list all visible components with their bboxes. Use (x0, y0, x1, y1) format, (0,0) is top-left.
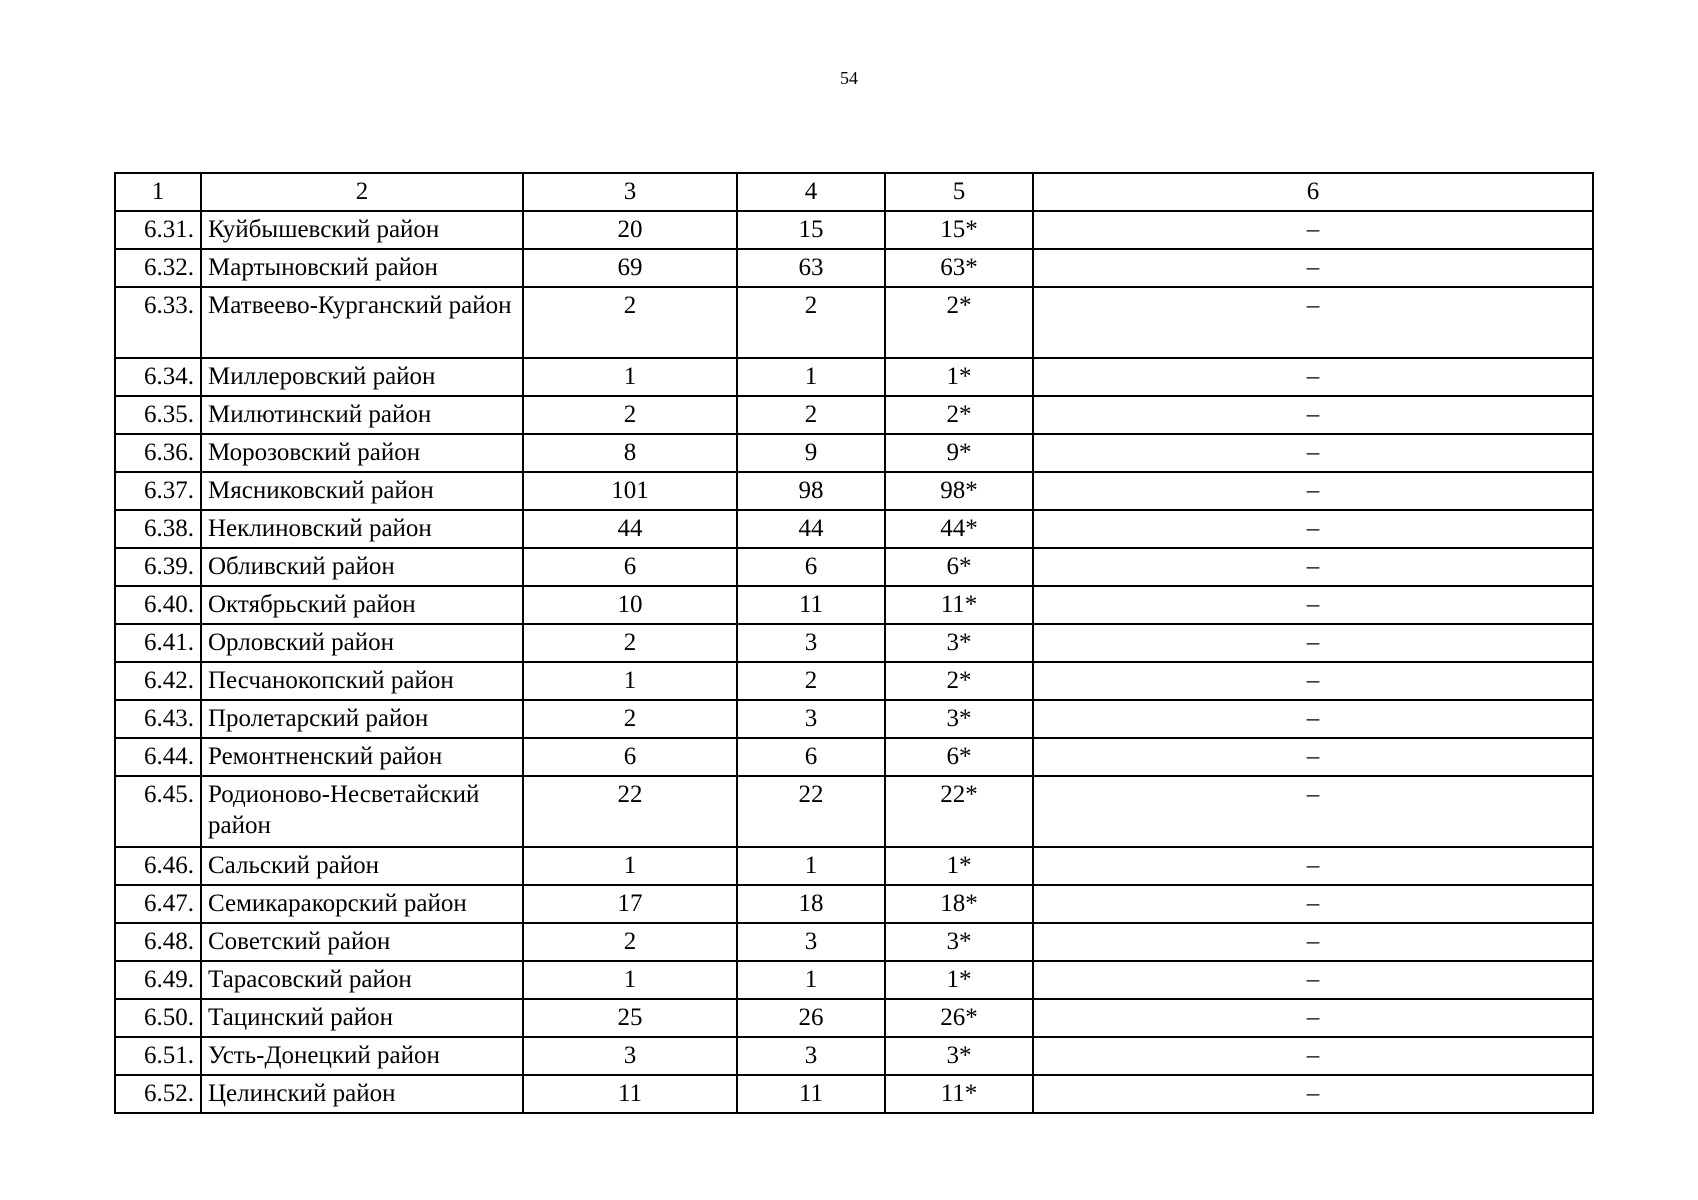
column-4-cell: 26 (737, 999, 885, 1037)
column-4-cell: 3 (737, 624, 885, 662)
column-4-cell: 44 (737, 510, 885, 548)
column-3-cell: 6 (523, 738, 737, 776)
header-cell-2: 2 (201, 173, 523, 211)
district-name-cell: Пролетарский район (201, 700, 523, 738)
column-3-cell: 2 (523, 396, 737, 434)
column-3-cell: 6 (523, 548, 737, 586)
table-row (115, 1075, 1593, 1113)
page-number: 54 (840, 68, 858, 88)
row-number-cell: 6.44. (115, 738, 201, 776)
table-row (115, 396, 1593, 434)
district-name-cell: Октябрьский район (201, 586, 523, 624)
column-3-cell: 69 (523, 249, 737, 287)
row-number-cell: 6.48. (115, 923, 201, 961)
column-3-cell: 8 (523, 434, 737, 472)
column-4-cell: 2 (737, 287, 885, 358)
district-name-cell: Обливский район (201, 548, 523, 586)
column-5-cell: 3* (885, 700, 1033, 738)
table-row (115, 999, 1593, 1037)
row-number-cell: 6.38. (115, 510, 201, 548)
column-3-cell: 44 (523, 510, 737, 548)
row-number-cell: 6.42. (115, 662, 201, 700)
column-5-cell: 2* (885, 396, 1033, 434)
column-5-cell: 18* (885, 885, 1033, 923)
row-number-cell: 6.50. (115, 999, 201, 1037)
row-number-cell: 6.32. (115, 249, 201, 287)
column-4-cell: 11 (737, 1075, 885, 1113)
district-name-cell: Песчанокопский район (201, 662, 523, 700)
table-row (115, 1037, 1593, 1075)
column-5-cell: 1* (885, 847, 1033, 885)
column-5-cell: 44* (885, 510, 1033, 548)
district-name-cell: Тарасовский район (201, 961, 523, 999)
column-5-cell: 22* (885, 776, 1033, 847)
table-row (115, 847, 1593, 885)
table-row (115, 662, 1593, 700)
table-row (115, 548, 1593, 586)
column-4-cell: 18 (737, 885, 885, 923)
column-3-cell: 2 (523, 700, 737, 738)
column-3-cell: 3 (523, 1037, 737, 1075)
column-4-cell: 6 (737, 548, 885, 586)
district-name-cell: Мясниковский район (201, 472, 523, 510)
column-3-cell: 1 (523, 847, 737, 885)
district-name-cell: Целинский район (201, 1075, 523, 1113)
district-name-cell: Тацинский район (201, 999, 523, 1037)
column-3-cell: 25 (523, 999, 737, 1037)
table-row (115, 287, 1593, 358)
table-row (115, 358, 1593, 396)
header-cell-3: 3 (523, 173, 737, 211)
column-6-cell: – (1033, 211, 1593, 249)
header-cell-6: 6 (1033, 173, 1593, 211)
column-4-cell: 2 (737, 662, 885, 700)
column-6-cell: – (1033, 885, 1593, 923)
column-4-cell: 1 (737, 961, 885, 999)
column-4-cell: 3 (737, 923, 885, 961)
column-3-cell: 1 (523, 358, 737, 396)
column-5-cell: 2* (885, 287, 1033, 358)
column-5-cell: 63* (885, 249, 1033, 287)
header-cell-4: 4 (737, 173, 885, 211)
row-number-cell: 6.43. (115, 700, 201, 738)
column-5-cell: 2* (885, 662, 1033, 700)
column-3-cell: 2 (523, 624, 737, 662)
column-4-cell: 22 (737, 776, 885, 847)
header-row (115, 173, 1593, 211)
row-number-cell: 6.41. (115, 624, 201, 662)
district-name-cell: Ремонтненский район (201, 738, 523, 776)
table-row (115, 961, 1593, 999)
column-6-cell: – (1033, 358, 1593, 396)
column-3-cell: 22 (523, 776, 737, 847)
column-6-cell: – (1033, 999, 1593, 1037)
column-6-cell: – (1033, 586, 1593, 624)
district-name-cell: Неклиновский район (201, 510, 523, 548)
district-name-cell: Семикаракорский район (201, 885, 523, 923)
column-5-cell: 3* (885, 1037, 1033, 1075)
row-number-cell: 6.49. (115, 961, 201, 999)
row-number-cell: 6.31. (115, 211, 201, 249)
column-5-cell: 11* (885, 1075, 1033, 1113)
column-6-cell: – (1033, 961, 1593, 999)
column-4-cell: 9 (737, 434, 885, 472)
column-4-cell: 15 (737, 211, 885, 249)
column-6-cell: – (1033, 1075, 1593, 1113)
column-3-cell: 20 (523, 211, 737, 249)
table-row (115, 434, 1593, 472)
column-5-cell: 15* (885, 211, 1033, 249)
district-name-cell: Орловский район (201, 624, 523, 662)
column-6-cell: – (1033, 548, 1593, 586)
column-6-cell: – (1033, 287, 1593, 358)
header-cell-5: 5 (885, 173, 1033, 211)
column-6-cell: – (1033, 662, 1593, 700)
column-3-cell: 101 (523, 472, 737, 510)
column-4-cell: 3 (737, 700, 885, 738)
row-number-cell: 6.35. (115, 396, 201, 434)
column-4-cell: 1 (737, 847, 885, 885)
column-5-cell: 11* (885, 586, 1033, 624)
table-row (115, 510, 1593, 548)
column-4-cell: 6 (737, 738, 885, 776)
column-6-cell: – (1033, 434, 1593, 472)
column-4-cell: 3 (737, 1037, 885, 1075)
column-5-cell: 3* (885, 624, 1033, 662)
table-row (115, 624, 1593, 662)
column-4-cell: 11 (737, 586, 885, 624)
table-row (115, 211, 1593, 249)
table-row (115, 923, 1593, 961)
row-number-cell: 6.40. (115, 586, 201, 624)
column-3-cell: 1 (523, 961, 737, 999)
column-6-cell: – (1033, 1037, 1593, 1075)
column-3-cell: 2 (523, 923, 737, 961)
table-row (115, 738, 1593, 776)
row-number-cell: 6.36. (115, 434, 201, 472)
column-5-cell: 6* (885, 738, 1033, 776)
data-table (114, 172, 1594, 1114)
row-number-cell: 6.47. (115, 885, 201, 923)
row-number-cell: 6.51. (115, 1037, 201, 1075)
row-number-cell: 6.46. (115, 847, 201, 885)
column-6-cell: – (1033, 396, 1593, 434)
column-3-cell: 10 (523, 586, 737, 624)
column-4-cell: 2 (737, 396, 885, 434)
column-4-cell: 63 (737, 249, 885, 287)
row-number-cell: 6.52. (115, 1075, 201, 1113)
column-6-cell: – (1033, 923, 1593, 961)
district-name-cell: Советский район (201, 923, 523, 961)
column-5-cell: 9* (885, 434, 1033, 472)
district-name-cell: Куйбышевский район (201, 211, 523, 249)
column-3-cell: 17 (523, 885, 737, 923)
column-6-cell: – (1033, 472, 1593, 510)
table-row (115, 586, 1593, 624)
header-cell-1: 1 (115, 173, 201, 211)
district-name-cell: Родионово-Несветайский район (201, 776, 523, 847)
column-6-cell: – (1033, 847, 1593, 885)
column-6-cell: – (1033, 510, 1593, 548)
column-3-cell: 11 (523, 1075, 737, 1113)
table-row (115, 700, 1593, 738)
column-6-cell: – (1033, 700, 1593, 738)
row-number-cell: 6.45. (115, 776, 201, 847)
table-row (115, 249, 1593, 287)
column-5-cell: 1* (885, 961, 1033, 999)
row-number-cell: 6.33. (115, 287, 201, 358)
district-name-cell: Мартыновский район (201, 249, 523, 287)
column-5-cell: 1* (885, 358, 1033, 396)
column-4-cell: 98 (737, 472, 885, 510)
column-5-cell: 6* (885, 548, 1033, 586)
table-row (115, 885, 1593, 923)
column-4-cell: 1 (737, 358, 885, 396)
column-6-cell: – (1033, 624, 1593, 662)
table-body (115, 173, 1593, 1113)
row-number-cell: 6.37. (115, 472, 201, 510)
column-3-cell: 2 (523, 287, 737, 358)
column-6-cell: – (1033, 738, 1593, 776)
district-name-cell: Миллеровский район (201, 358, 523, 396)
column-6-cell: – (1033, 776, 1593, 847)
column-5-cell: 98* (885, 472, 1033, 510)
row-number-cell: 6.39. (115, 548, 201, 586)
district-name-cell: Усть-Донецкий район (201, 1037, 523, 1075)
table-row (115, 472, 1593, 510)
column-6-cell: – (1033, 249, 1593, 287)
column-5-cell: 3* (885, 923, 1033, 961)
column-5-cell: 26* (885, 999, 1033, 1037)
table-row (115, 776, 1593, 847)
row-number-cell: 6.34. (115, 358, 201, 396)
district-name-cell: Морозовский район (201, 434, 523, 472)
column-3-cell: 1 (523, 662, 737, 700)
district-name-cell: Милютинский район (201, 396, 523, 434)
district-name-cell: Матвеево-Курганский район (201, 287, 523, 358)
district-name-cell: Сальский район (201, 847, 523, 885)
